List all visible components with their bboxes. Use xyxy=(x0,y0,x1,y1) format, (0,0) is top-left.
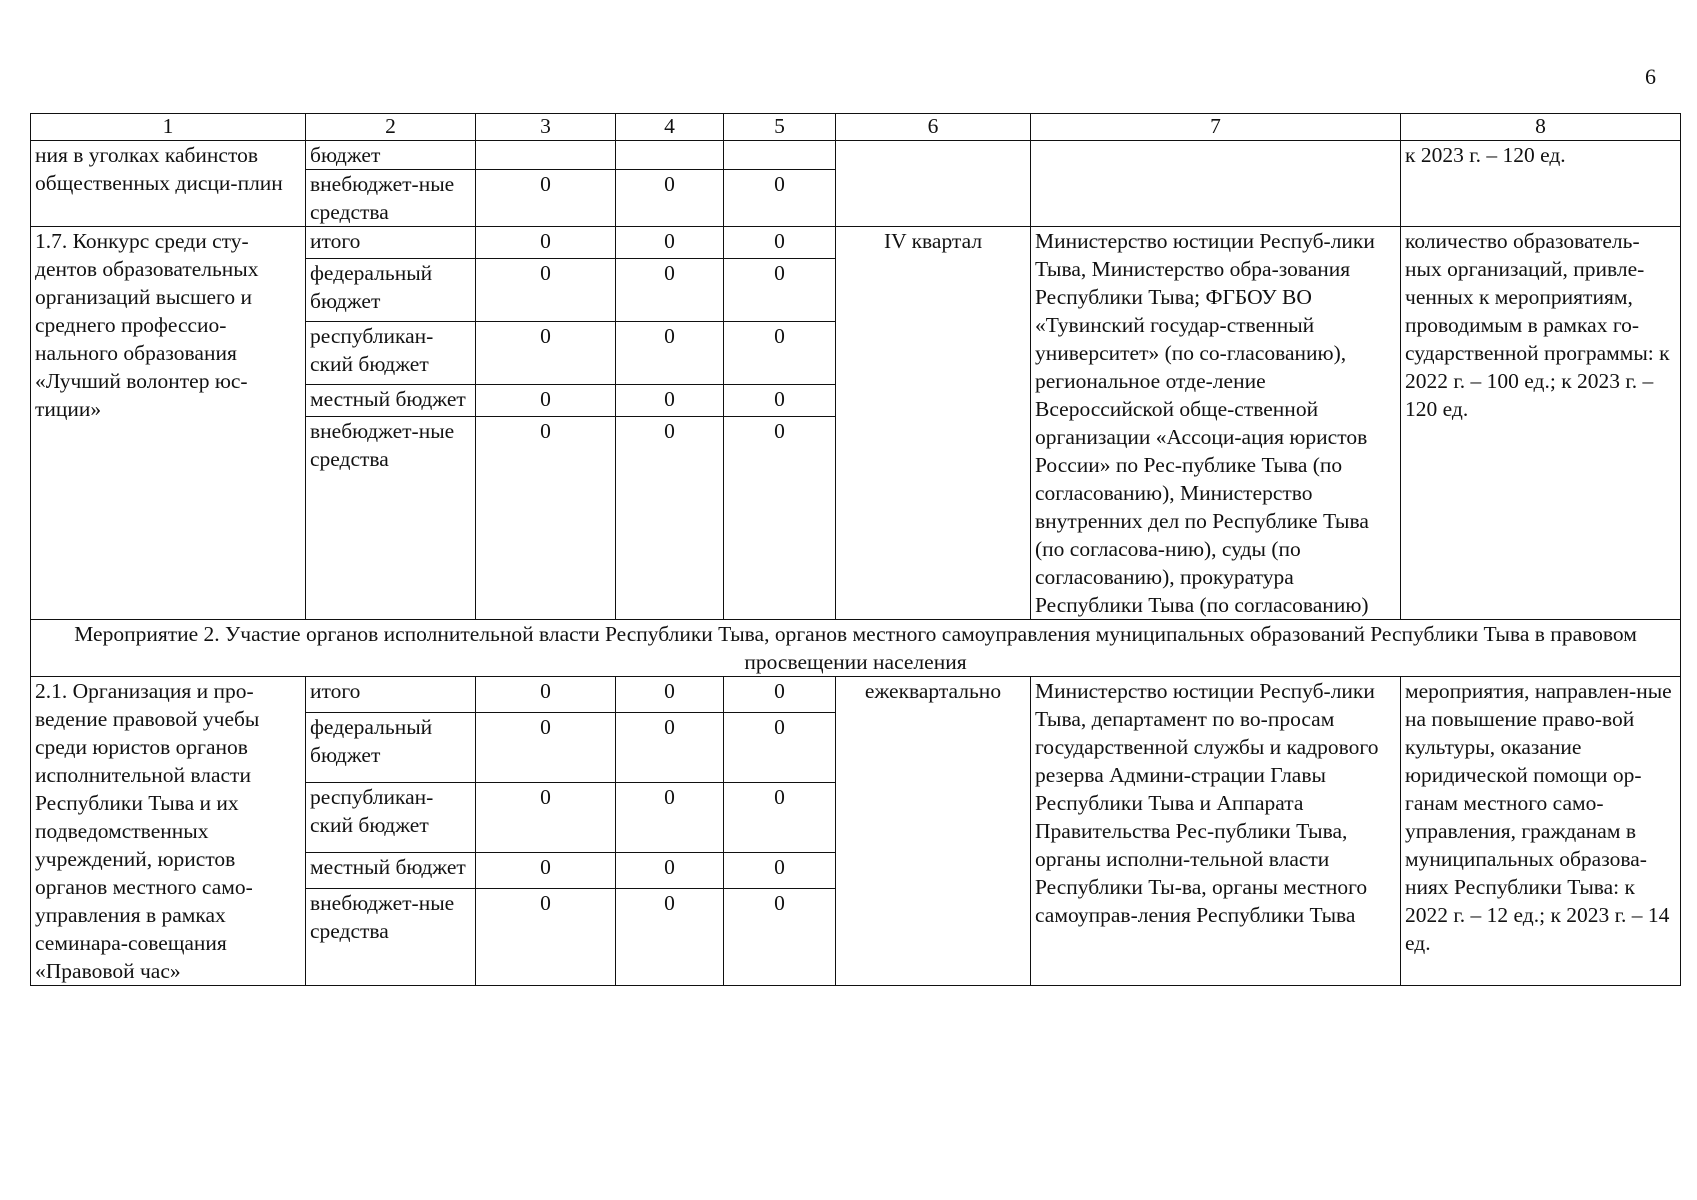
value-2022: 0 xyxy=(616,889,724,986)
value-2022: 0 xyxy=(616,385,724,417)
executors xyxy=(1031,141,1401,227)
section-row xyxy=(31,620,1681,677)
value-2021: 0 xyxy=(476,853,616,889)
value-2023: 0 xyxy=(724,889,836,986)
funding-source: бюджет xyxy=(306,141,476,170)
page-number: 6 xyxy=(1645,64,1656,89)
value-2021: 0 xyxy=(476,417,616,479)
value-2022: 0 xyxy=(616,259,724,322)
activity-name: ния в уголках кабинстов общественных дисци-плин xyxy=(31,141,306,227)
col-header-8: 8 xyxy=(1401,114,1681,141)
col-header-6: 6 xyxy=(836,114,1031,141)
col-header-7: 7 xyxy=(1031,114,1401,141)
funding-source: республикан-ский бюджет xyxy=(306,322,476,385)
program-table xyxy=(30,113,1681,986)
column-number-row xyxy=(31,114,1681,141)
value-2023: 0 xyxy=(724,227,836,259)
funding-source: федеральный бюджет xyxy=(306,259,476,322)
value-2023: 0 xyxy=(724,677,836,713)
deadline: ежеквартально xyxy=(836,677,1031,986)
value-2021: 0 xyxy=(476,782,616,852)
filler-cell xyxy=(476,479,616,620)
value-2021 xyxy=(476,141,616,170)
table-row xyxy=(31,141,1681,170)
funding-source: республикан-ский бюджет xyxy=(306,782,476,852)
funding-source: итого xyxy=(306,677,476,713)
value-2022: 0 xyxy=(616,782,724,852)
col-header-2: 2 xyxy=(306,114,476,141)
filler-cell xyxy=(724,479,836,620)
value-2023: 0 xyxy=(724,259,836,322)
funding-source: внебюджет-ные средства xyxy=(306,889,476,986)
value-2023 xyxy=(724,141,836,170)
value-2023: 0 xyxy=(724,712,836,782)
expected-result: мероприятия, направлен-ные на повышение право-вой культуры, оказание юридической помощи ор-ганам местного само-управления, гражданам в муниципальных образова-ниях Республики Тыва: к 2022 г. – 12 ед.; к 2023 г. – 14 ед. xyxy=(1401,677,1681,986)
funding-source: федеральный бюджет xyxy=(306,712,476,782)
value-2022: 0 xyxy=(616,712,724,782)
value-2021: 0 xyxy=(476,322,616,385)
executors: Министерство юстиции Респуб-лики Тыва, департамент по во-просам государственной службы и кадрового резерва Админи-страции Главы Республики Тыва и Аппарата Правительства Рес-публики Тыва, органы исполни-тельной власти Республики Ты-ва, органы местного самоуправ-ления Республики Тыва xyxy=(1031,677,1401,986)
value-2022: 0 xyxy=(616,417,724,479)
funding-source: местный бюджет xyxy=(306,853,476,889)
col-header-1: 1 xyxy=(31,114,306,141)
value-2023: 0 xyxy=(724,782,836,852)
table-row xyxy=(31,227,1681,259)
filler-cell xyxy=(306,479,476,620)
value-2022: 0 xyxy=(616,853,724,889)
value-2022: 0 xyxy=(616,677,724,713)
funding-source: внебюджет-ные средства xyxy=(306,417,476,479)
table-row xyxy=(31,677,1681,713)
value-2021: 0 xyxy=(476,677,616,713)
value-2022: 0 xyxy=(616,227,724,259)
value-2023: 0 xyxy=(724,385,836,417)
value-2022: 0 xyxy=(616,170,724,227)
funding-source: итого xyxy=(306,227,476,259)
value-2021: 0 xyxy=(476,712,616,782)
deadline xyxy=(836,141,1031,227)
col-header-3: 3 xyxy=(476,114,616,141)
value-2022 xyxy=(616,141,724,170)
value-2023: 0 xyxy=(724,170,836,227)
value-2021: 0 xyxy=(476,227,616,259)
section-title: Мероприятие 2. Участие органов исполнительной власти Республики Тыва, органов местного самоуправления муниципальных образований Республики Тыва в правовом просвещении населения xyxy=(31,620,1681,677)
filler-cell xyxy=(616,479,724,620)
funding-source: внебюджет-ные средства xyxy=(306,170,476,227)
value-2023: 0 xyxy=(724,417,836,479)
funding-source: местный бюджет xyxy=(306,385,476,417)
value-2023: 0 xyxy=(724,322,836,385)
activity-name: 2.1. Организация и про-ведение правовой учебы среди юристов органов исполнительной власти Республики Тыва и их подведомственных учреждений, юристов органов местного само-управления в рамках семинара-совещания «Правовой час» xyxy=(31,677,306,986)
col-header-4: 4 xyxy=(616,114,724,141)
deadline: IV квартал xyxy=(836,227,1031,620)
value-2021: 0 xyxy=(476,385,616,417)
value-2023: 0 xyxy=(724,853,836,889)
value-2021: 0 xyxy=(476,889,616,986)
value-2021: 0 xyxy=(476,170,616,227)
executors: Министерство юстиции Респуб-лики Тыва, Министерство обра-зования Республики Тыва; ФГБОУ ВО «Тувинский государ-ственный университет» (по со-гласованию), региональное отде-ление Всероссийской обще-ственной организации «Ассоци-ация юристов России» по Рес-публике Тыва (по согласованию), Министерство внутренних дел по Республике Тыва (по согласова-нию), суды (по согласованию), прокуратура Республики Тыва (по согласованию) xyxy=(1031,227,1401,620)
expected-result: к 2023 г. – 120 ед. xyxy=(1401,141,1681,227)
value-2021: 0 xyxy=(476,259,616,322)
value-2022: 0 xyxy=(616,322,724,385)
col-header-5: 5 xyxy=(724,114,836,141)
expected-result: количество образователь-ных организаций, привле-ченных к мероприятиям, проводимым в рамках го-сударственной программы: к 2022 г. – 100 ед.; к 2023 г. – 120 ед. xyxy=(1401,227,1681,620)
activity-name: 1.7. Конкурс среди сту-дентов образовательных организаций высшего и среднего профессио-нального образования «Лучший волонтер юс-тиции» xyxy=(31,227,306,620)
